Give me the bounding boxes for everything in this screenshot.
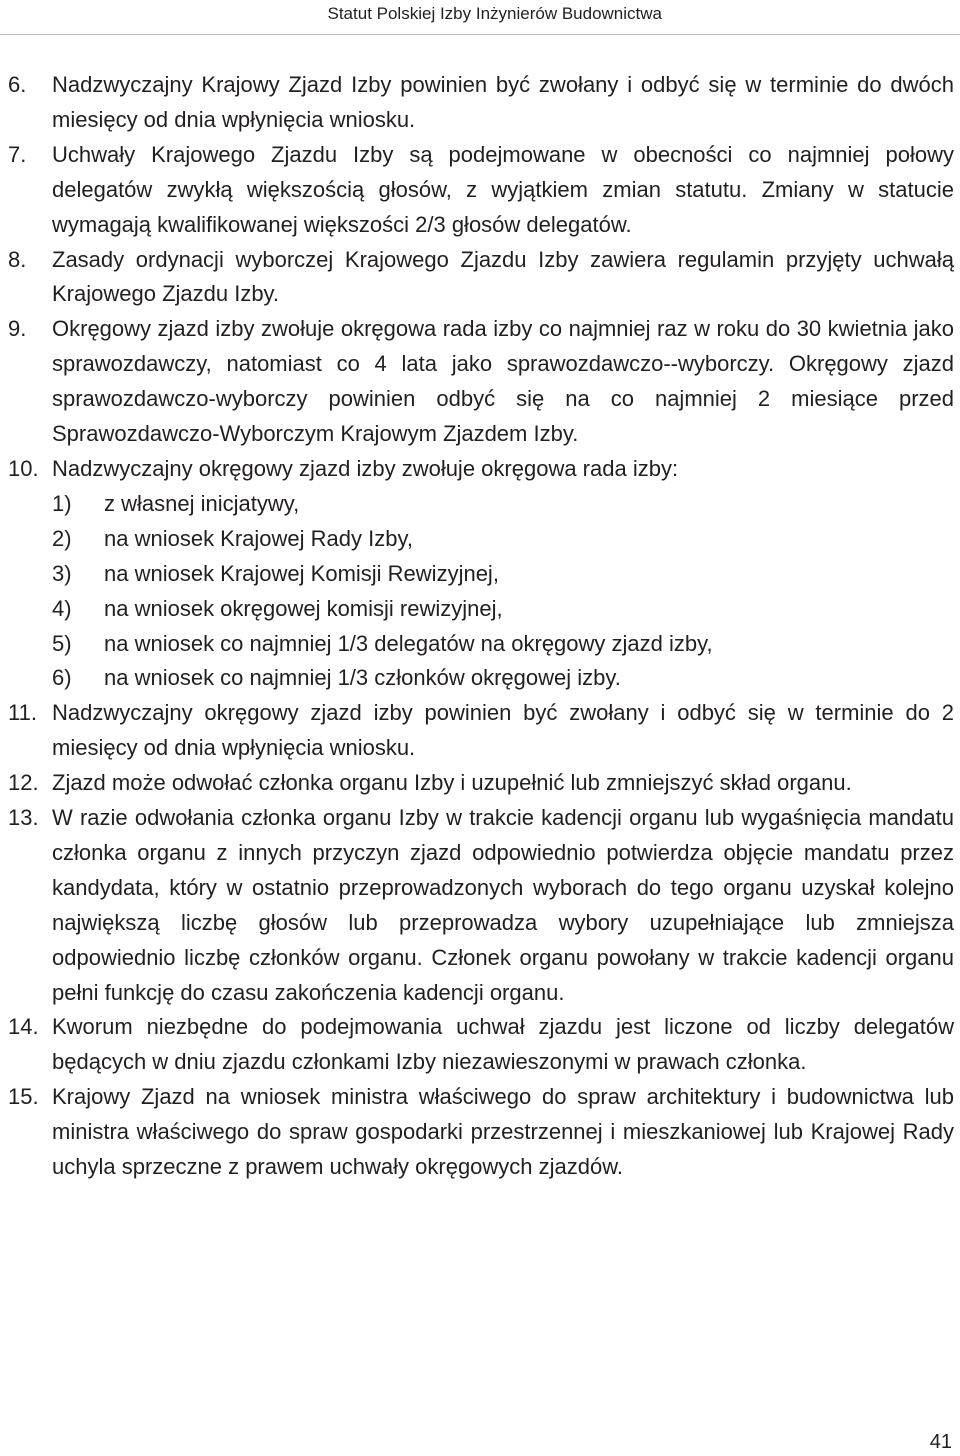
- paragraph-text: Kworum niezbędne do podejmowania uchwał zjazdu jest liczone od liczby delegatów będących w dniu zjazdu członkami Izby niezawieszonymi w prawach członka.: [52, 1014, 954, 1075]
- header-divider: [0, 34, 960, 35]
- list-item-text: na wniosek Krajowej Komisji Rewizyjnej,: [104, 560, 499, 586]
- paragraph-number: 12.: [8, 770, 39, 796]
- page-body: [8, 68, 954, 1185]
- paragraph-8: [8, 243, 954, 313]
- paragraph-number: 6.: [8, 72, 27, 97]
- list-item-text: z własnej inicjatywy,: [104, 490, 300, 516]
- list-item: [52, 592, 954, 627]
- paragraph-14: [8, 1010, 954, 1080]
- paragraph-text: Zjazd może odwołać członka organu Izby i uzupełnić lub zmniejszyć skład organu.: [52, 770, 852, 796]
- list-item-number: 3): [52, 560, 72, 586]
- list-item: [52, 557, 954, 592]
- paragraph-text: Krajowy Zjazd na wniosek ministra właściwego do spraw architektury i budownictwa lub ministra właściwego do spraw gospodarki przestrzennej i mieszkaniowej lub Krajowej Rady uchyla sprzeczne z prawem uchwały okręgowych zjazdów.: [52, 1084, 954, 1180]
- list-item-number: 4): [52, 595, 72, 621]
- paragraph-number: 8.: [8, 246, 27, 272]
- paragraph-number: 7.: [8, 141, 27, 167]
- paragraph-text: W razie odwołania członka organu Izby w trakcie kadencji organu lub wygaśnięcia mandatu członka organu z innych przyczyn zjazd odpowiednio potwierdza objęcie mandatu przez kandydata, który w ostatnio przeprowadzonych wyborach do tego organu uzyskał kolejno największą liczbę głosów lub przeprowadza wybory uzupełniające lub zmniejsza odpowiednio liczbę członków organu. Członek organu powołany w trakcie kadencji organu pełni funkcję do czasu zakończenia kadencji organu.: [52, 805, 954, 1005]
- list-item-text: na wniosek Krajowej Rady Izby,: [104, 525, 413, 551]
- list-item: [52, 627, 954, 662]
- list-item: [52, 487, 954, 522]
- paragraph-number: 14.: [8, 1014, 39, 1040]
- paragraph-11: [8, 696, 954, 766]
- list-item-number: 6): [52, 665, 72, 691]
- paragraph-15: [8, 1080, 954, 1185]
- paragraph-9: [8, 312, 954, 452]
- paragraph-number: 13.: [8, 805, 39, 831]
- list-item: [52, 522, 954, 557]
- list-item-text: na wniosek co najmniej 1/3 delegatów na okręgowy zjazd izby,: [104, 630, 713, 656]
- running-header-title: Statut Polskiej Izby Inżynierów Budownictwa: [327, 4, 662, 23]
- list-item-number: 5): [52, 630, 72, 656]
- list-item: [52, 661, 954, 696]
- paragraph-number: 9.: [8, 316, 27, 342]
- paragraph-text: Nadzwyczajny okręgowy zjazd izby powinien być zwołany i odbyć się w terminie do 2 miesięcy od dnia wpłynięcia wniosku.: [52, 700, 954, 761]
- paragraph-text: Nadzwyczajny okręgowy zjazd izby zwołuje okręgowa rada izby:: [52, 455, 679, 481]
- list-item-text: na wniosek okręgowej komisji rewizyjnej,: [104, 595, 503, 621]
- paragraph-7: [8, 138, 954, 243]
- paragraph-text: Nadzwyczajny Krajowy Zjazd Izby powinien być zwołany i odbyć się w terminie do dwóch miesięcy od dnia wpłynięcia wniosku.: [52, 72, 954, 132]
- paragraph-text: Uchwały Krajowego Zjazdu Izby są podejmowane w obecności co najmniej połowy delegatów zwykłą większością głosów, z wyjątkiem zmian statutu. Zmiany w statucie wymagają kwalifikowanej większości 2/3 głosów delegatów.: [52, 141, 954, 237]
- paragraph-number: 10.: [8, 455, 39, 481]
- paragraph-number: 11.: [8, 700, 37, 726]
- sub-list: [52, 487, 954, 696]
- paragraph-text: Okręgowy zjazd izby zwołuje okręgowa rada izby co najmniej raz w roku do 30 kwietnia jako sprawozdawczy, natomiast co 4 lata jako sprawozdawczo-​-wyborczy. Okręgowy zjazd sprawozdawczo-wyborczy powinien odbyć się na co najmniej 2 miesiące przed Sprawozdawczo-Wyborczym Krajowym Zjazdem Izby.: [52, 316, 954, 447]
- paragraph-number: 15.: [8, 1084, 39, 1110]
- paragraph-6: [8, 68, 954, 138]
- paragraph-10: [8, 452, 954, 696]
- list-item-number: 1): [52, 490, 72, 516]
- list-item-number: 2): [52, 525, 72, 551]
- page-number: 41: [929, 1431, 952, 1453]
- list-item-text: na wniosek co najmniej 1/3 członków okręgowej izby.: [104, 665, 621, 691]
- paragraph-text: Zasady ordynacji wyborczej Krajowego Zjazdu Izby zawiera regulamin przyjęty uchwałą Krajowego Zjazdu Izby.: [52, 246, 954, 307]
- paragraph-12: [8, 766, 954, 801]
- paragraph-13: [8, 801, 954, 1010]
